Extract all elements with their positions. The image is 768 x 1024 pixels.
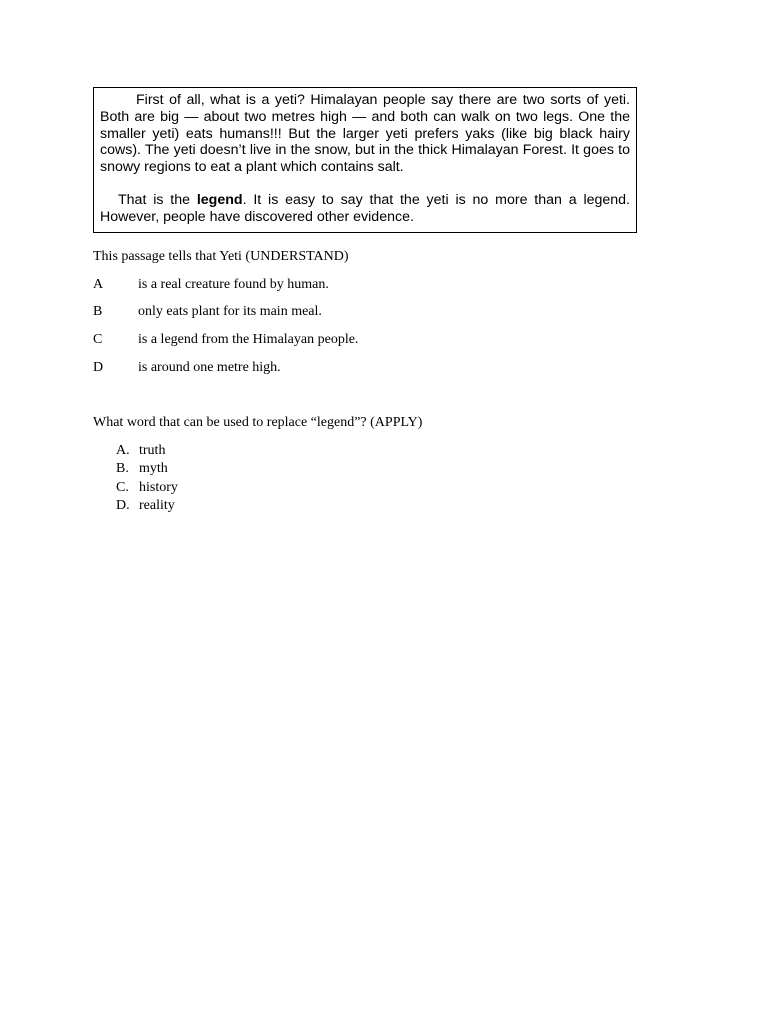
option-letter: D. <box>116 497 130 513</box>
question-1-option-a <box>93 276 329 294</box>
option-letter: A <box>93 277 104 292</box>
option-letter: C. <box>116 479 129 495</box>
question-2-option-d <box>116 497 178 515</box>
option-text: truth <box>139 443 166 458</box>
option-text: myth <box>139 461 168 477</box>
passage-box <box>93 87 637 233</box>
passage-text: . It is easy to say that the yeti is no more than a legend. However, people have discovered other evidence. <box>100 191 630 225</box>
option-text: is a real creature found by human. <box>138 277 329 292</box>
option-letter: A. <box>116 443 130 458</box>
passage-paragraph-1: First of all, what is a yeti? Himalayan people say there are two sorts of yeti. Both are big — about two metres high — and both can walk on two legs. One the smaller yeti) eats humans!!! But the larger yeti prefers yaks (like big black hairy cows). The yeti doesn’t live in the snow, but in the thick Himalayan Forest. It goes to snowy regions to eat a plant which contains salt. <box>100 92 630 176</box>
question-1-option-b <box>93 303 322 321</box>
option-text: only eats plant for its main meal. <box>138 304 322 319</box>
option-letter: B <box>93 304 103 319</box>
option-text: reality <box>139 497 175 513</box>
passage-bold-word: legend <box>196 191 243 208</box>
question-1-text: This passage tells that Yeti (UNDERSTAND) <box>93 249 349 264</box>
question-2-option-a <box>116 442 178 460</box>
option-letter: B. <box>116 461 129 477</box>
question-1-option-d <box>93 359 281 377</box>
passage-text: That is the <box>118 191 197 208</box>
option-text: history <box>139 479 178 495</box>
passage-paragraph-2 <box>100 192 630 226</box>
question-2-option-b <box>116 460 178 478</box>
question-2-text: What word that can be used to replace “legend”? (APPLY) <box>93 415 423 430</box>
option-letter: C <box>93 332 103 347</box>
question-2-options <box>116 442 178 515</box>
option-text: is around one metre high. <box>138 360 281 375</box>
question-2-option-c <box>116 479 178 497</box>
question-1-option-c <box>93 331 358 349</box>
option-text: is a legend from the Himalayan people. <box>138 332 359 347</box>
option-letter: D <box>93 360 104 375</box>
